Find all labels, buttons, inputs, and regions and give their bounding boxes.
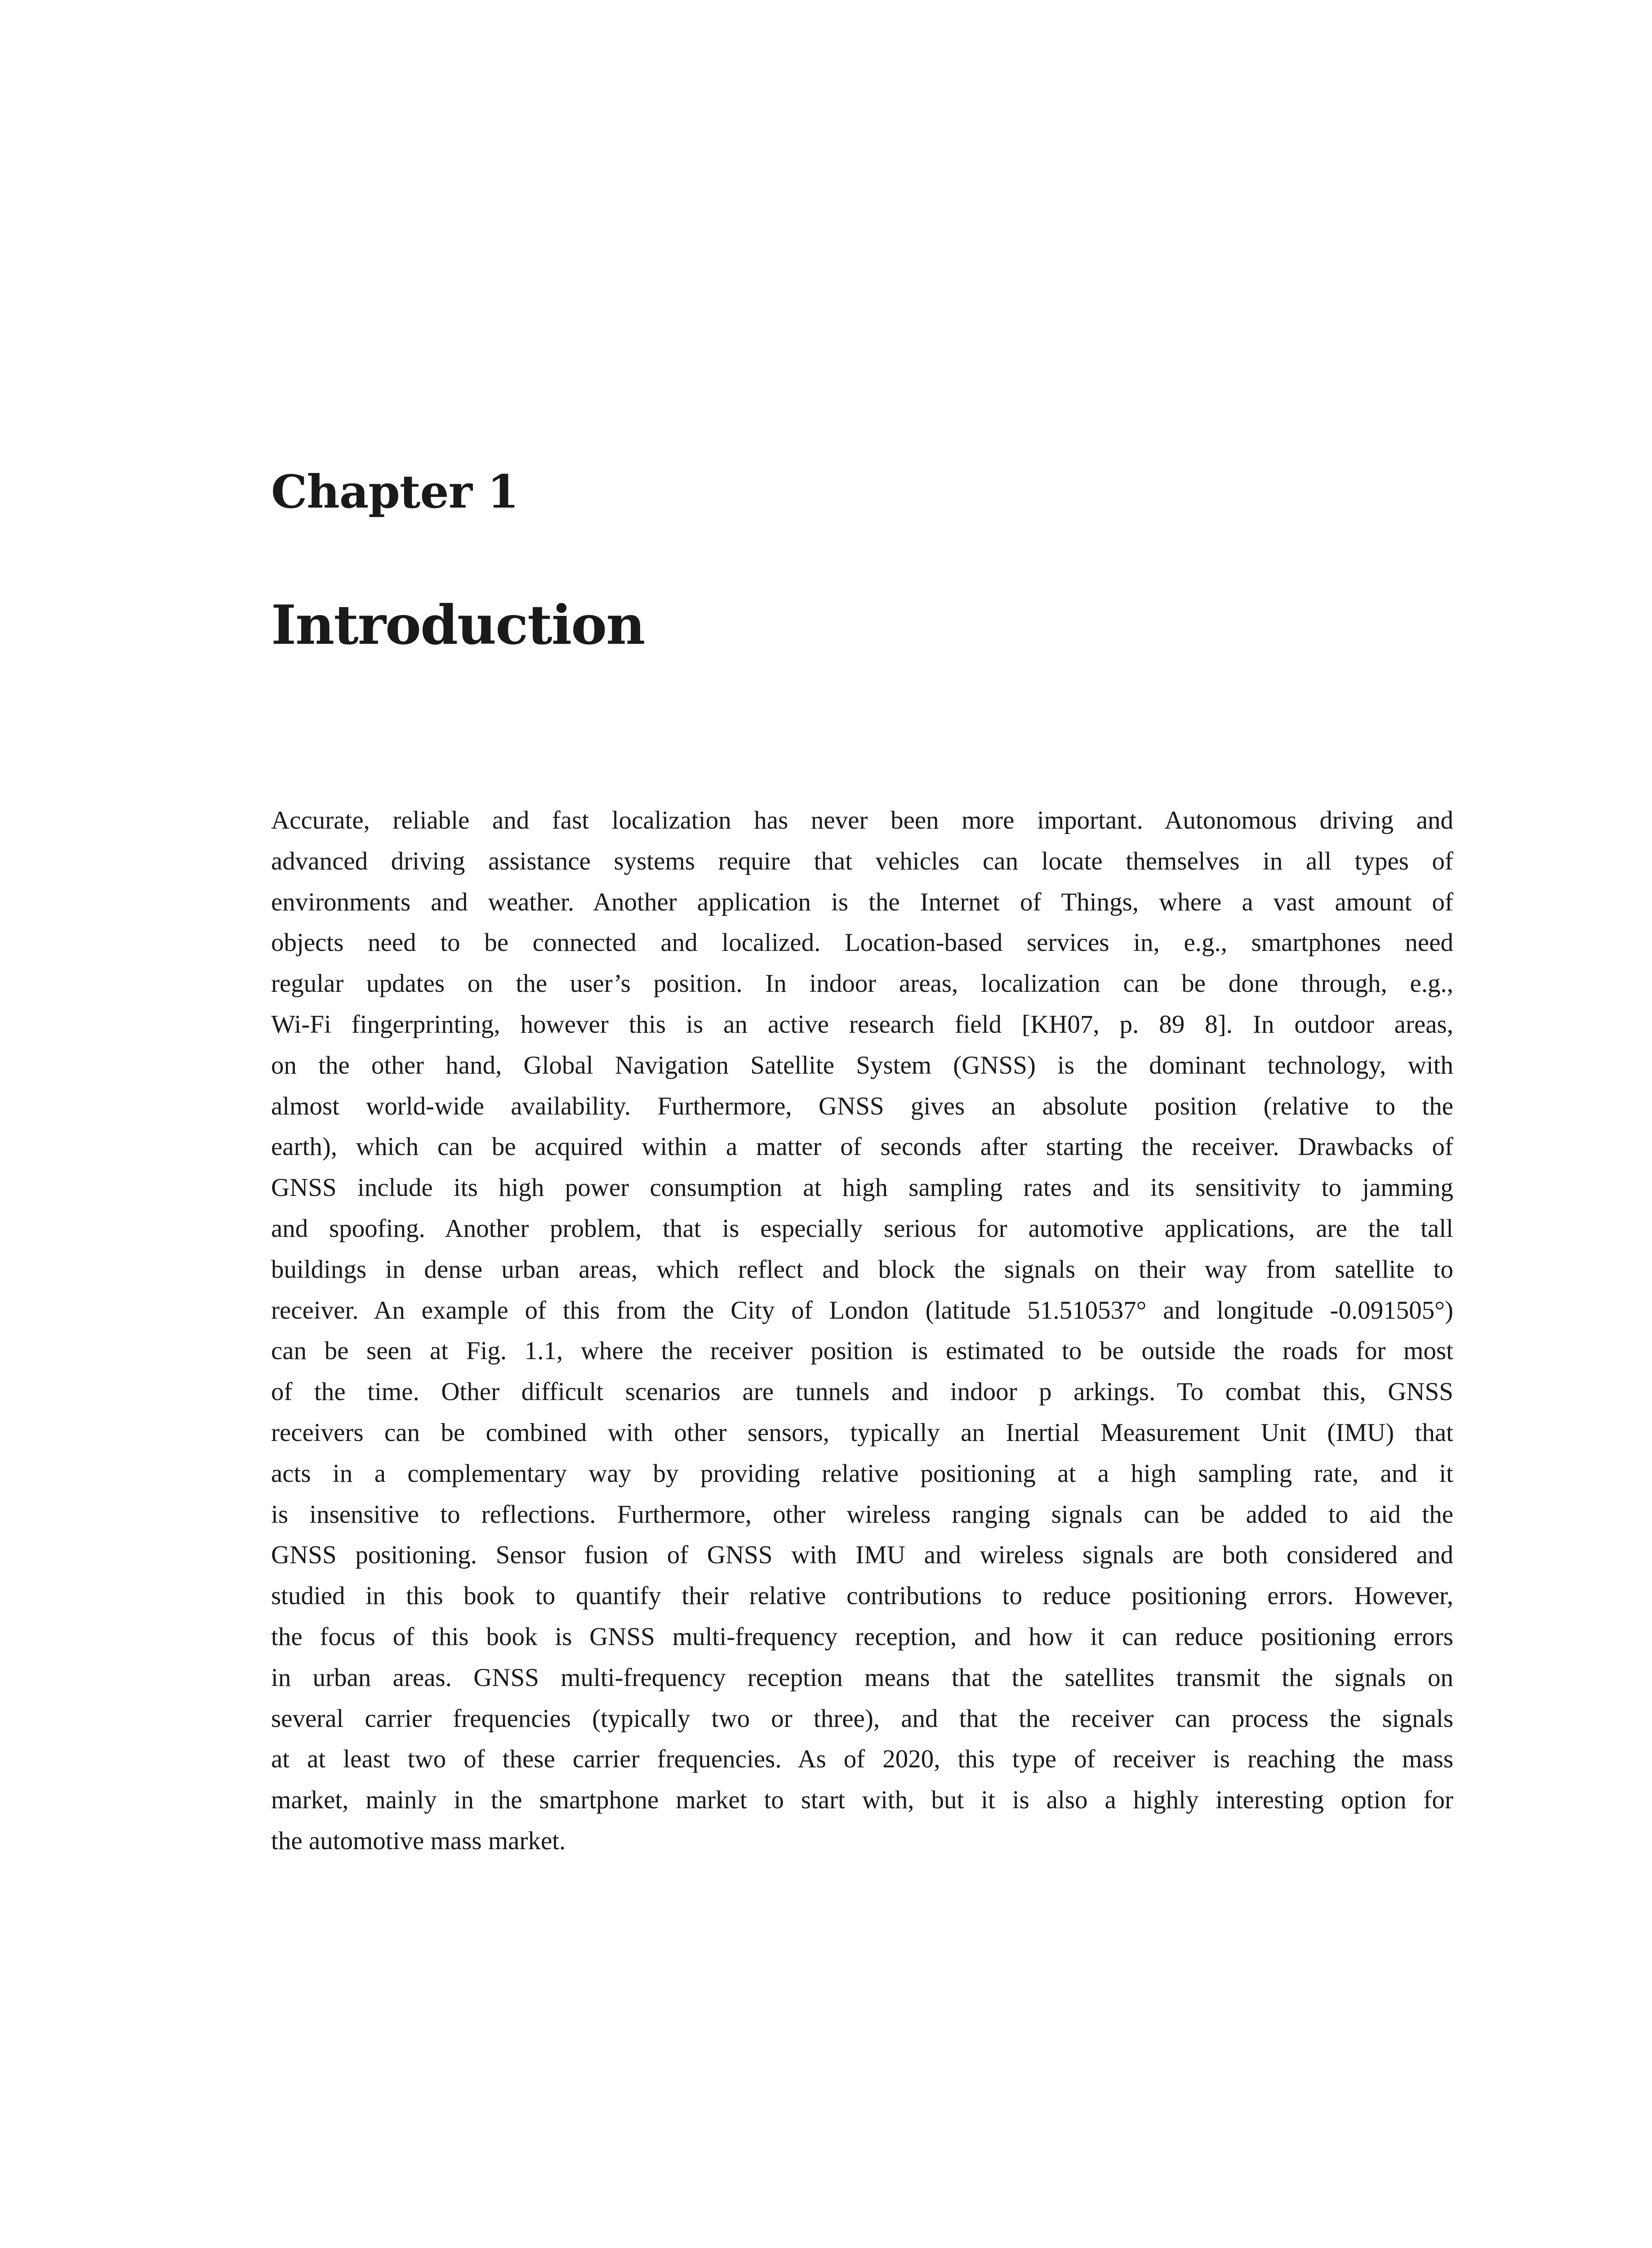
paragraph-line: studied in this book to quantify their relative contributions to reduce positioning errors. However, [271,1582,1453,1610]
paragraph-line: in urban areas. GNSS multi-frequency reception means that the satellites transmit the signals on [271,1663,1453,1692]
body-paragraph [271,800,1453,1862]
paragraph-line: earth), which can be acquired within a matter of seconds after starting the receiver. Drawbacks of [271,1133,1453,1161]
chapter-title: Introduction [271,593,645,657]
paragraph-line: and spoofing. Another problem, that is especially serious for automotive applications, are the tall [271,1214,1453,1243]
paragraph-line: market, mainly in the smartphone market to start with, but it is also a highly interesting option for [271,1786,1453,1815]
paragraph-line: can be seen at Fig. 1.1, where the receiver position is estimated to be outside the roads for most [271,1337,1453,1365]
paragraph-line: almost world-wide availability. Furthermore, GNSS gives an absolute position (relative to the [271,1092,1453,1120]
paragraph-line: buildings in dense urban areas, which reflect and block the signals on their way from satellite to [271,1255,1453,1284]
paragraph-line: GNSS include its high power consumption at high sampling rates and its sensitivity to jamming [271,1173,1453,1202]
paragraph-line: is insensitive to reflections. Furthermore, other wireless ranging signals can be added to aid the [271,1500,1453,1529]
paragraph-line: on the other hand, Global Navigation Satellite System (GNSS) is the dominant technology, with [271,1051,1453,1079]
paragraph-line: regular updates on the user’s position. In indoor areas, localization can be done through, e.g., [271,969,1453,998]
paragraph-line: of the time. Other difficult scenarios are tunnels and indoor p arkings. To combat this, GNSS [271,1378,1453,1406]
paragraph-line: several carrier frequencies (typically two or three), and that the receiver can process the signals [271,1704,1453,1733]
paragraph-line: Accurate, reliable and fast localization has never been more important. Autonomous driving and [271,806,1453,834]
paragraph-line: GNSS positioning. Sensor fusion of GNSS with IMU and wireless signals are both considered and [271,1541,1453,1570]
paragraph-line: receivers can be combined with other sensors, typically an Inertial Measurement Unit (IMU) that [271,1418,1453,1447]
paragraph-line: the automotive mass market. [271,1826,566,1855]
paragraph-line: receiver. An example of this from the City of London (latitude 51.510537° and longitude -0.091505°) [271,1296,1453,1325]
paragraph-line: the focus of this book is GNSS multi-frequency reception, and how it can reduce positioning errors [271,1622,1453,1651]
paragraph-line: acts in a complementary way by providing relative positioning at a high sampling rate, and it [271,1459,1453,1488]
chapter-label: Chapter 1 [271,465,519,518]
paragraph-line: Wi-Fi fingerprinting, however this is an active research field [KH07, p. 89 8]. In outdoor areas, [271,1010,1453,1039]
paragraph-line: advanced driving assistance systems require that vehicles can locate themselves in all types of [271,847,1453,875]
paragraph-line: at at least two of these carrier frequencies. As of 2020, this type of receiver is reaching the mass [271,1745,1453,1774]
paragraph-line: environments and weather. Another application is the Internet of Things, where a vast amount of [271,888,1453,916]
paragraph-line: objects need to be connected and localized. Location-based services in, e.g., smartphones need [271,928,1453,957]
